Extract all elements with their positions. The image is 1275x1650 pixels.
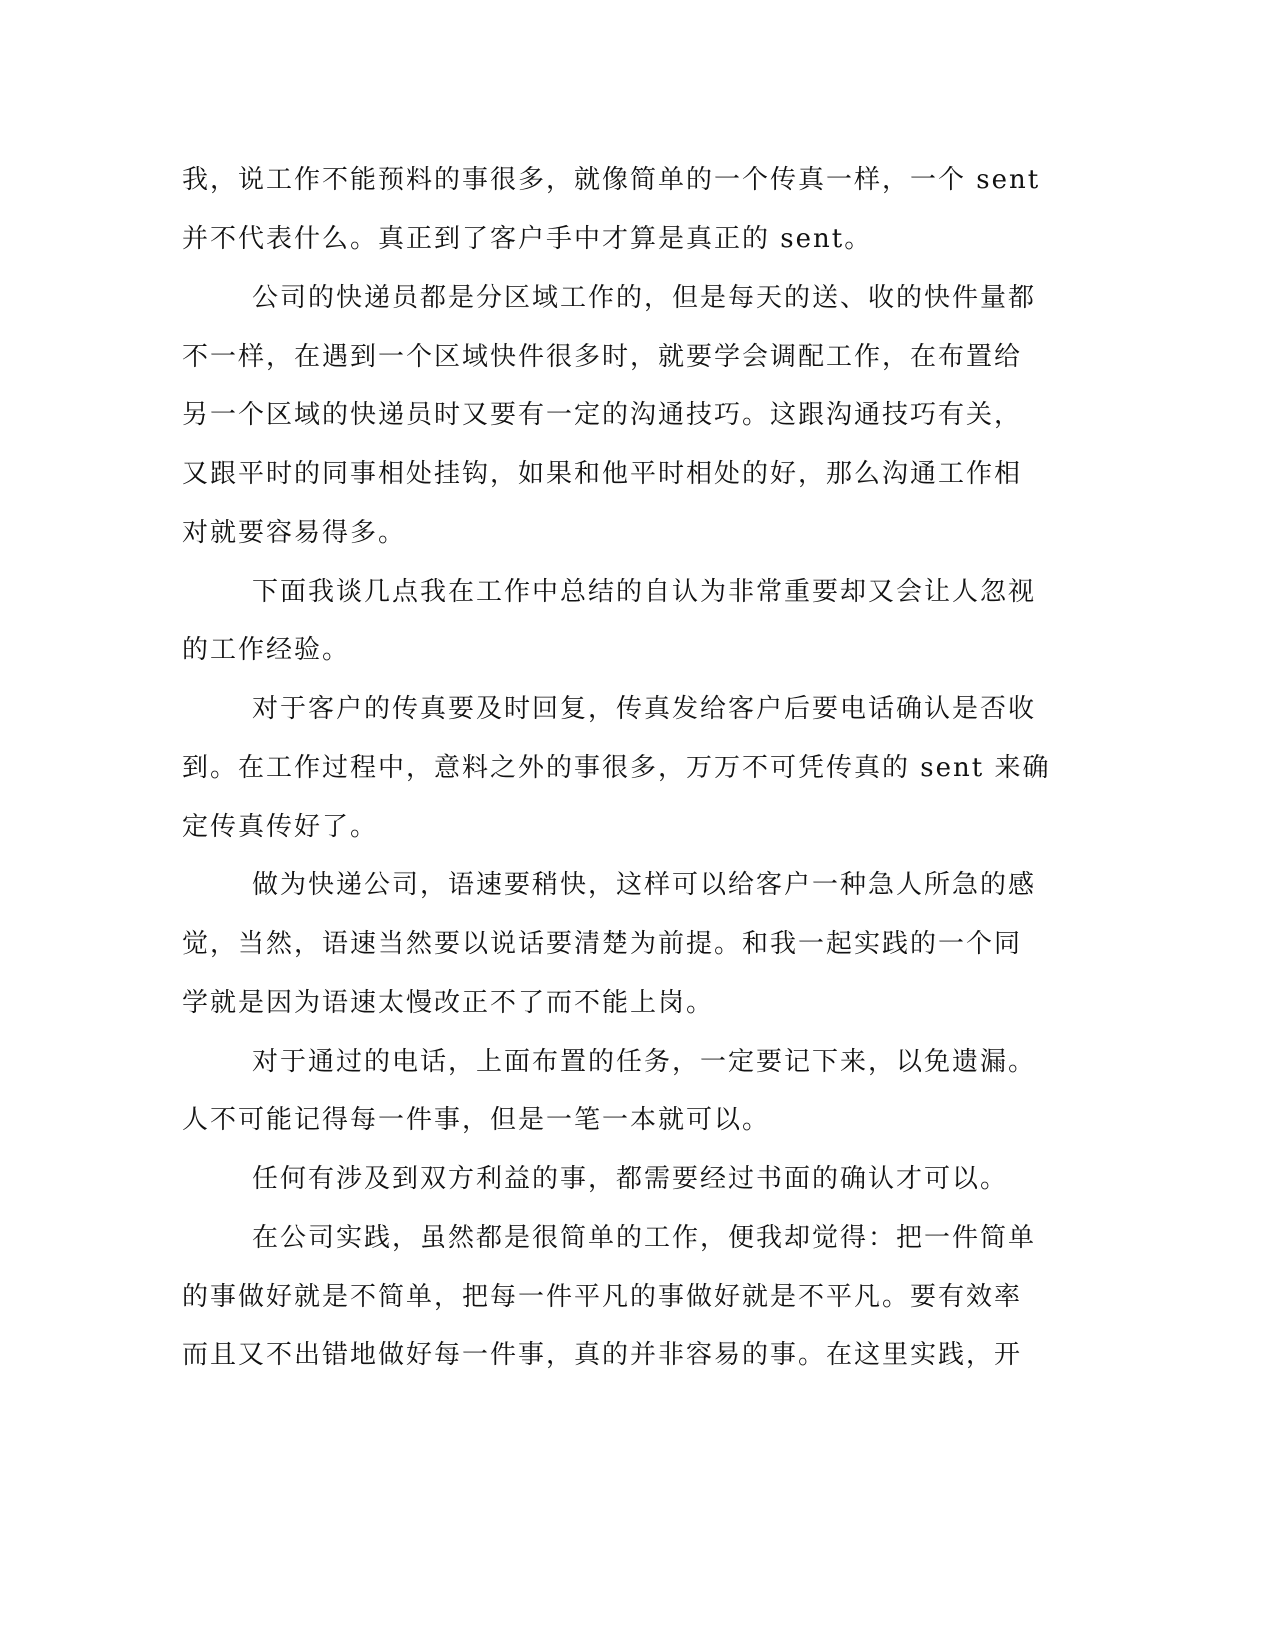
paragraph-start-line: 在公司实践，虽然都是很简单的工作，便我却觉得：把一件简单 <box>252 1223 1037 1253</box>
text-line: 另一个区域的快递员时又要有一定的沟通技巧。这跟沟通技巧有关， <box>182 400 1023 430</box>
paragraph-start-line: 做为快递公司，语速要稍快，这样可以给客户一种急人所急的感 <box>252 870 1037 900</box>
paragraph-start-line: 任何有涉及到双方利益的事，都需要经过书面的确认才可以。 <box>252 1164 1009 1194</box>
text-line: 的工作经验。 <box>182 635 351 665</box>
paragraph-start-line: 公司的快递员都是分区域工作的，但是每天的送、收的快件量都 <box>252 283 1037 313</box>
text-line: 觉，当然，语速当然要以说话要清楚为前提。和我一起实践的一个同 <box>182 929 1023 959</box>
text-line: 而且又不出错地做好每一件事，真的并非容易的事。在这里实践，开 <box>182 1340 1023 1370</box>
text-line: 对就要容易得多。 <box>182 518 407 548</box>
text-line: 人不可能记得每一件事，但是一笔一本就可以。 <box>182 1105 771 1135</box>
paragraph-start-line: 下面我谈几点我在工作中总结的自认为非常重要却又会让人忽视 <box>252 577 1037 607</box>
paragraph-start-line: 对于通过的电话，上面布置的任务，一定要记下来，以免遗漏。 <box>252 1047 1037 1077</box>
text-line: 定传真传好了。 <box>182 812 379 842</box>
text-line: 的事做好就是不简单，把每一件平凡的事做好就是不平凡。要有效率 <box>182 1282 1023 1312</box>
text-line: 不一样，在遇到一个区域快件很多时，就要学会调配工作，在布置给 <box>182 342 1023 372</box>
text-line: 又跟平时的同事相处挂钩，如果和他平时相处的好，那么沟通工作相 <box>182 459 1023 489</box>
text-line: 学就是因为语速太慢改正不了而不能上岗。 <box>182 988 715 1018</box>
paragraph-start-line: 对于客户的传真要及时回复，传真发给客户后要电话确认是否收 <box>252 694 1037 724</box>
text-line: 到。在工作过程中，意料之外的事很多，万万不可凭传真的 sent 来确 <box>182 753 1051 783</box>
text-line: 并不代表什么。真正到了客户手中才算是真正的 sent。 <box>182 224 873 254</box>
text-line: 我，说工作不能预料的事很多，就像简单的一个传真一样，一个 sent <box>182 165 1041 195</box>
